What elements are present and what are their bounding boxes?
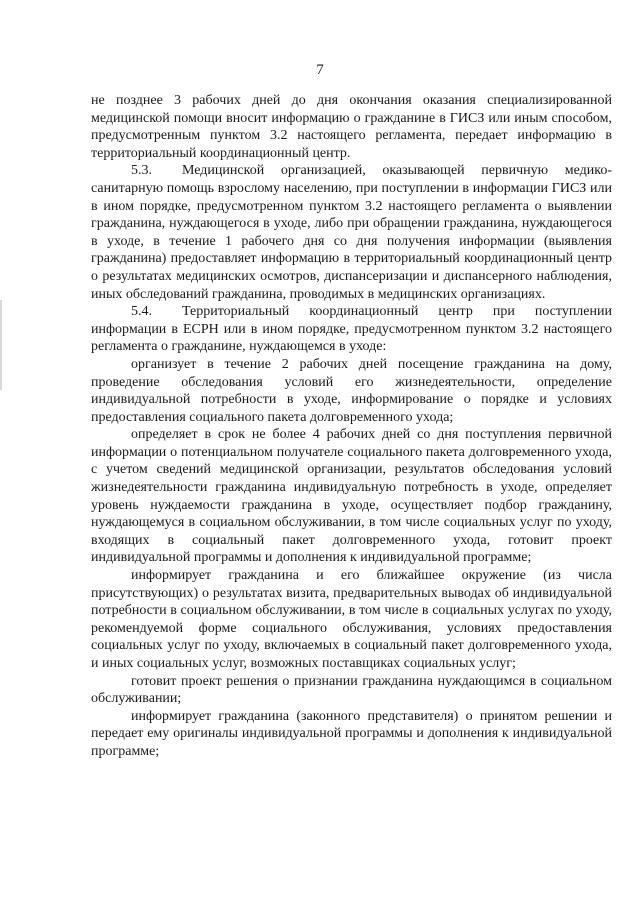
page-number: 7 (316, 62, 324, 78)
list-item-prepares-decision: готовит проект решения о признании гражданина нуждающимся в социальном обслуживании; (91, 673, 612, 707)
scan-edge-mark (0, 300, 2, 390)
list-item-determines-need: определяет в срок не более 4 рабочих дней со дня поступления первичной информации о потенциальном получателе социального пакета долговременного ухода, с учетом сведений медицинской организации, результатов обследования условий жизнедеятельности гражданина индивидуальную потребность в уходе, определяет уровень нуждаемости гражданина в уходе, осуществляет подбор гражданину, нуждающемуся в социальном обслуживании, в том числе социальных услуг по уходу, входящих в социальный пакет долговременного ухода, готовит проект индивидуальной программы и дополнения к индивидуальной программе; (91, 427, 612, 566)
section-5-3 (91, 162, 612, 303)
paragraph-continuation: не позднее 3 рабочих дней до дня окончания оказания специализированной медицинской помощи вносит информацию о гражданине в ГИСЗ или иным способом, предусмотренным пунктом 3.2 настоящего регламента, передает информацию в территориальный координационный центр. (91, 93, 612, 161)
list-item-organizes-visit: организует в течение 2 рабочих дней посещение гражданина на дому, проведение обследования условий его жизнедеятельности, определение индивидуальной потребности в уходе, информирование о порядке и условиях предоставления социального пакета долговременного ухода; (91, 356, 612, 425)
section-5-4 (91, 303, 612, 356)
section-text: Медицинской организацией, оказывающей первичную медико-санитарную помощь взрослому населению, при поступлении в информации ГИСЗ или в ином порядке, предусмотренном пунктом 3.2 настоящего регламента о выявлении гражданина, нуждающегося в уходе, либо при обращении гражданина, нуждающегося в уходе, в течение 1 рабочего дня со дня получения информации (выявления гражданина) предоставляет информацию в территориальный координационный центр о результатах медицинских осмотров, диспансеризации и диспансерного наблюдения, иных обследований гражданина, проводимых в медицинских организациях. (91, 163, 612, 302)
list-item-informs-results: информирует гражданина и его ближайшее окружение (из числа присутствующих) о результатах визита, предварительных выводах об индивидуальной потребности в социальном обслуживании, в том числе в социальных услугах по уходу, рекомендуемой форме социального обслуживания, условиях предоставления социальных услуг по уходу, включаемых в социальный пакет долговременного ухода, и иных социальных услуг, возможных поставщиках социальных услуг; (91, 568, 612, 671)
section-number: 5.3. (131, 163, 152, 179)
section-text: Территориальный координационный центр при поступлении информации в ЕСРН или в ином порядке, предусмотренном пунктом 3.2 настоящего регламента о гражданине, нуждающемся в уходе: (91, 304, 612, 355)
document-body (91, 92, 612, 761)
section-number: 5.4. (131, 304, 152, 320)
list-item-informs-decision: информирует гражданина (законного представителя) о принятом решении и передает ему оригиналы индивидуальной программы и дополнения к индивидуальной программе; (91, 708, 612, 759)
